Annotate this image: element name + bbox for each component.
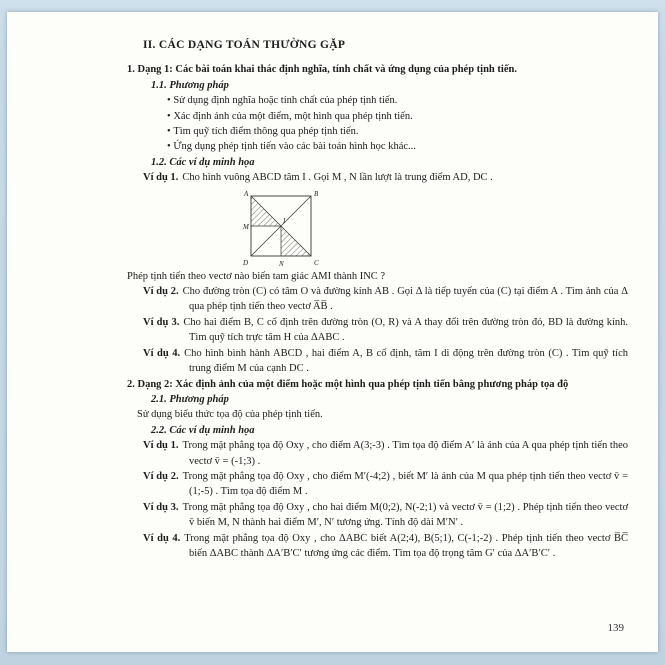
method-bullet-list xyxy=(167,93,628,155)
page-number: 139 xyxy=(607,621,624,634)
example-paragraph xyxy=(143,469,628,500)
figure-question: Phép tịnh tiến theo vectơ nào biến tam giác AMI thành INC ? xyxy=(127,270,386,282)
dang1-title: 1. Dạng 1: Các bài toán khai thác định nghĩa, tính chất và ứng dụng của phép tịnh tiến. xyxy=(127,64,517,76)
example-text: Cho hai điểm B, C cố định trên đường tròn (O, R) và A thay đổi trên đường tròn đó, BD là đường kính. Tìm quỹ tích trực tâm H của ΔABC . xyxy=(183,316,628,344)
dang2-method-text: Sử dụng biểu thức tọa độ của phép tịnh tiến. xyxy=(137,409,323,421)
example-text: Cho hình bình hành ABCD , hai điểm A, B cố định, tâm I di động trên đường tròn (C) . Tìm quỹ tích trung điểm M của cạnh DC . xyxy=(184,347,628,375)
example-text: Trong mặt phẳng tọa độ Oxy , cho ΔABC biết A(2;4), B(5;1), C(-1;-2) . Phép tịnh tiến theo vectơ B̅C̅ biến ΔABC thành ΔA′B′C′ tương ứng các điểm. Tìm tọa độ trọng tâm G′ của ΔA′B′C′ . xyxy=(184,532,628,559)
vertex-label-C: C xyxy=(314,258,319,267)
bullet-item: • Tìm quỹ tích điểm thông qua phép tịnh tiến. xyxy=(167,124,628,139)
example-text: Cho hình vuông ABCD tâm I . Gọi M , N lần lượt là trung điểm AD, DC . xyxy=(182,172,493,184)
square-figure xyxy=(239,188,323,268)
document-page xyxy=(7,12,658,652)
example-label: Ví dụ 4. xyxy=(143,347,181,359)
example-text: Trong mặt phẳng tọa độ Oxy , cho điểm M′(-4;2) , biết M′ là ảnh của M qua phép tịnh tiến theo vectơ v̄ = (1;-5) . Tìm tọa độ điểm M . xyxy=(182,470,628,498)
section-heading: II. CÁC DẠNG TOÁN THƯỜNG GẶP xyxy=(143,39,346,51)
bullet-item: • Sử dụng định nghĩa hoặc tính chất của phép tịnh tiến. xyxy=(167,93,628,108)
bullet-item: • Ứng dụng phép tịnh tiến vào các bài toán hình học khác... xyxy=(167,139,628,154)
example-label: Ví dụ 1. xyxy=(143,440,179,452)
bullet-item: • Xác định ảnh của một điểm, một hình qua phép tịnh tiến. xyxy=(167,109,628,124)
example-paragraph xyxy=(143,500,628,531)
example-text: Trong mặt phẳng tọa độ Oxy , cho điểm A(3;-3) . Tìm tọa độ điểm A′ là ảnh của A qua phép tịnh tiến theo vectơ v̄ = (-1;3) . xyxy=(182,440,628,467)
example-paragraph xyxy=(143,315,628,346)
example-label: Ví dụ 2. xyxy=(143,286,179,298)
example-label: Ví dụ 4. xyxy=(143,532,181,544)
example-text: Cho đường tròn (C) có tâm O và đường kính AB . Gọi Δ là tiếp tuyến của (C) tại điểm A . Tìm ảnh của Δ qua phép tịnh tiến theo vectơ A̅B̅ . xyxy=(182,286,628,313)
example-label: Ví dụ 3. xyxy=(143,501,179,513)
example-label: Ví dụ 1. xyxy=(143,172,179,184)
vertex-label-A: A xyxy=(244,189,249,198)
midpoint-label-M: M xyxy=(243,222,249,231)
example-paragraph xyxy=(143,438,628,469)
dang2-examples-heading: 2.2. Các ví dụ minh họa xyxy=(151,424,255,436)
square-figure-container xyxy=(239,188,628,268)
vertex-label-D: D xyxy=(243,258,249,267)
midpoint-label-N: N xyxy=(279,259,284,268)
center-label-I: I xyxy=(283,216,286,225)
dang2-method-heading: 2.1. Phương pháp xyxy=(151,393,229,405)
example-paragraph xyxy=(143,170,628,185)
example-paragraph xyxy=(143,284,628,315)
example-paragraph xyxy=(143,531,628,562)
dang1-examples-heading: 1.2. Các ví dụ minh họa xyxy=(151,156,255,168)
example-text: Trong mặt phẳng tọa độ Oxy , cho hai điểm M(0;2), N(-2;1) và vectơ v̄ = (1;2) . Phép tịnh tiến theo vectơ v̄ biến M, N thành hai điểm M′, N′ tương ứng. Tính độ dài M′N′ . xyxy=(182,501,628,529)
vertex-label-B: B xyxy=(314,189,319,198)
example-paragraph xyxy=(143,346,628,377)
dang2-title: 2. Dạng 2: Xác định ảnh của một điểm hoặc một hình qua phép tịnh tiến bằng phương pháp tọa độ xyxy=(127,378,569,390)
example-label: Ví dụ 3. xyxy=(143,316,180,328)
dang1-method-heading: 1.1. Phương pháp xyxy=(151,79,229,91)
example-label: Ví dụ 2. xyxy=(143,470,179,482)
